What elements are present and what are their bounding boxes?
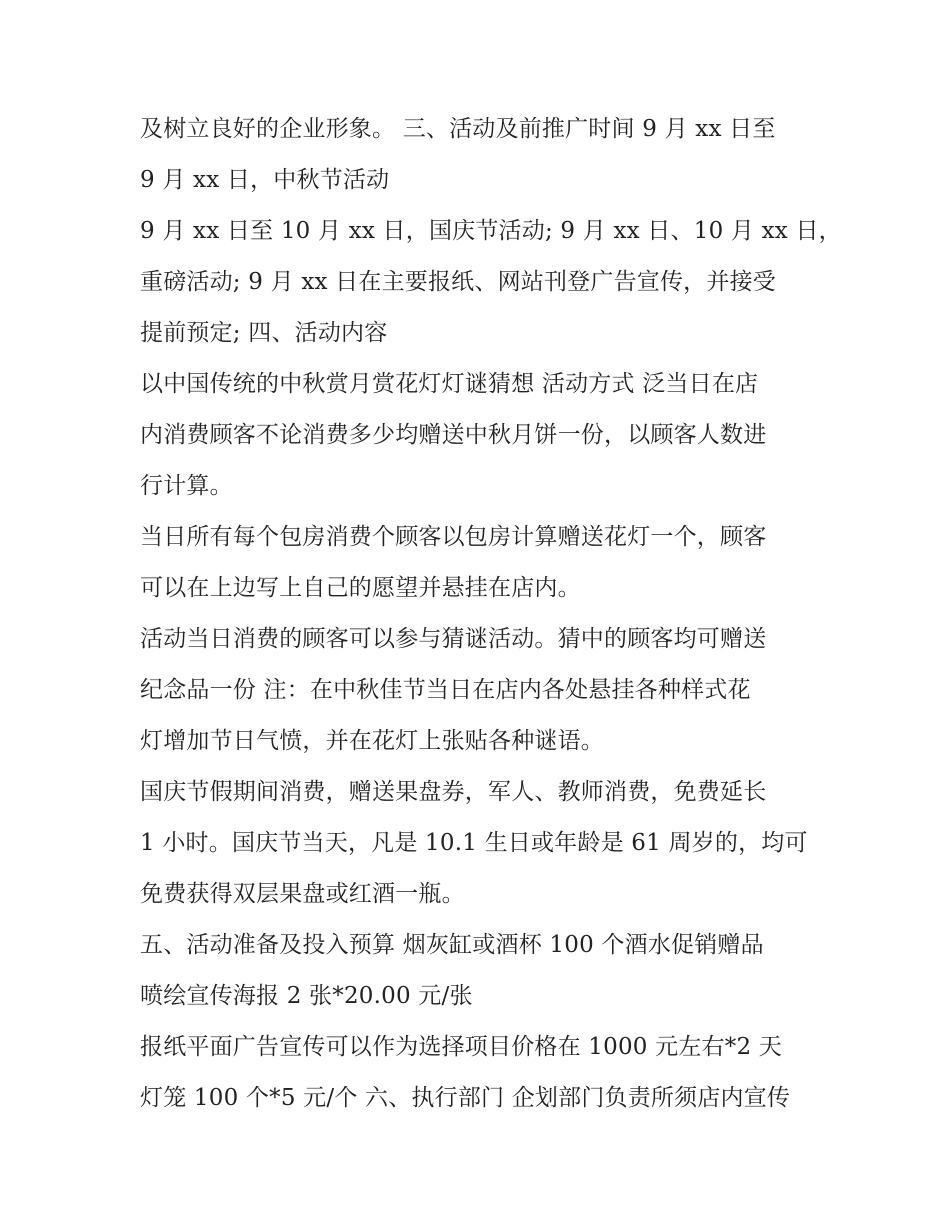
- text-line: 提前预定; 四、活动内容: [140, 320, 388, 346]
- text-line: 灯增加节日气愤，并在花灯上张贴各种谜语。: [140, 728, 604, 754]
- text-line: 1 小时。国庆节当天，凡是 10.1 生日或年龄是 61 周岁的，均可: [140, 830, 808, 856]
- text-line: 9 月 xx 日至 10 月 xx 日，国庆节活动; 9 月 xx 日、10 月 xx 日，: [140, 218, 842, 244]
- text-line: 重磅活动; 9 月 xx 日在主要报纸、网站刊登广告宣传，并接受: [140, 269, 776, 295]
- text-line: 报纸平面广告宣传可以作为选择项目价格在 1000 元左右*2 天: [140, 1034, 782, 1060]
- text-line: 灯笼 100 个*5 元/个 六、执行部门 企划部门负责所须店内宣传: [140, 1085, 791, 1111]
- text-line: 及树立良好的企业形象。 三、活动及前推广时间 9 月 xx 日至: [140, 116, 776, 142]
- text-line: 以中国传统的中秋赏月赏花灯灯谜猜想 活动方式 泛当日在店: [140, 371, 759, 397]
- text-line: 内消费顾客不论消费多少均赠送中秋月饼一份，以顾客人数进: [140, 422, 767, 448]
- text-line: 行计算。: [140, 473, 233, 499]
- text-line: 五、活动准备及投入预算 烟灰缸或酒杯 100 个酒水促销赠品: [140, 932, 764, 958]
- text-line: 喷绘宣传海报 2 张*20.00 元/张: [140, 983, 473, 1009]
- text-line: 9 月 xx 日，中秋节活动: [140, 167, 390, 193]
- text-line: 纪念品一份 注：在中秋佳节当日在店内各处悬挂各种样式花: [140, 677, 751, 703]
- text-line: 国庆节假期间消费，赠送果盘券，军人、教师消费，免费延长: [140, 779, 767, 805]
- text-line: 免费获得双层果盘或红酒一瓶。: [140, 881, 465, 907]
- text-line: 可以在上边写上自己的愿望并悬挂在店内。: [140, 575, 581, 601]
- document-body: [140, 104, 842, 1124]
- text-line: 活动当日消费的顾客可以参与猜谜活动。猜中的顾客均可赠送: [140, 626, 767, 652]
- text-line: 当日所有每个包房消费个顾客以包房计算赠送花灯一个，顾客: [140, 524, 767, 550]
